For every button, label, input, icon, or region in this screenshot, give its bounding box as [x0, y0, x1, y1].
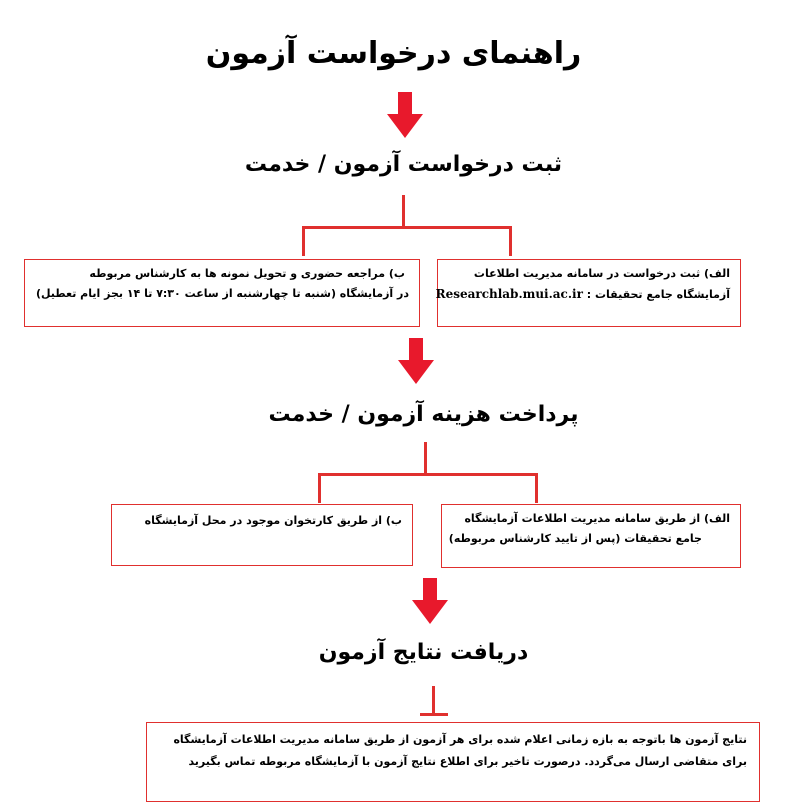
step2-option-a-line1: از طریق سامانه مدیریت اطلاعات آزمایشگاه — [464, 512, 701, 525]
step1-option-a-box — [437, 259, 741, 327]
down-arrow-icon — [396, 338, 436, 388]
step2-connector-right — [535, 473, 538, 503]
step3-connector-bar — [420, 713, 448, 716]
step2-option-b-box — [111, 504, 413, 566]
step1-option-b-line1: مراجعه حضوری و تحویل نمونه ها به کارشناس مربوطه — [89, 267, 386, 280]
step1-option-a-line1: ثبت درخواست در سامانه مدیریت اطلاعات — [473, 267, 701, 280]
down-arrow-icon — [385, 92, 425, 142]
step2-heading: پرداخت هزینه آزمون / خدمت — [268, 402, 579, 427]
step3-line2: برای متقاضی ارسال می‌گردد. درصورت تاخیر برای اطلاع نتایج آزمون با آزمایشگاه مربوطه تماس بگیرید — [188, 755, 747, 768]
step2-option-a-line2: جامع تحقیقات (پس از تایید کارشناس مربوطه) — [448, 532, 702, 545]
step2-connector-bar — [318, 473, 538, 476]
step1-option-a-url: Researchlab.mui.ac.ir — [435, 287, 583, 301]
down-arrow-icon — [410, 578, 450, 628]
step1-option-a-line2: آزمایشگاه جامع تحقیقات : — [586, 288, 730, 301]
step2-option-b-line1: از طریق کارتخوان موجود در محل آزمایشگاه — [144, 514, 383, 527]
step2-option-a-label: الف) — [703, 512, 730, 525]
step1-option-a-label: الف) — [703, 267, 730, 280]
step2-connector-stem — [424, 442, 427, 475]
step3-connector-stem — [432, 686, 435, 716]
step3-heading: دریافت نتایج آزمون — [318, 640, 529, 665]
step3-results-box — [146, 722, 760, 802]
step1-option-b-label: ب) — [388, 267, 405, 280]
step2-option-b-label: ب) — [385, 514, 402, 527]
step1-connector-left — [302, 226, 305, 256]
step1-connector-right — [509, 226, 512, 256]
step1-option-b-line2: در آزمایشگاه (شنبه تا چهارشنبه از ساعت ۷:۳۰ تا ۱۴ بجز ایام تعطیل) — [35, 287, 409, 300]
step3-line1: نتایج آزمون ها باتوجه به بازه زمانی اعلام شده برای هر آزمون از طریق سامانه مدیریت اطلاعات آزمایشگاه — [173, 733, 747, 746]
step1-heading: ثبت درخواست آزمون / خدمت — [244, 152, 563, 177]
step2-connector-left — [318, 473, 321, 503]
step2-option-a-box — [441, 504, 741, 568]
page-title: راهنمای درخواست آزمون — [205, 36, 582, 71]
step1-option-b-box — [24, 259, 420, 327]
step1-connector-stem — [402, 195, 405, 228]
step1-connector-bar — [302, 226, 512, 229]
